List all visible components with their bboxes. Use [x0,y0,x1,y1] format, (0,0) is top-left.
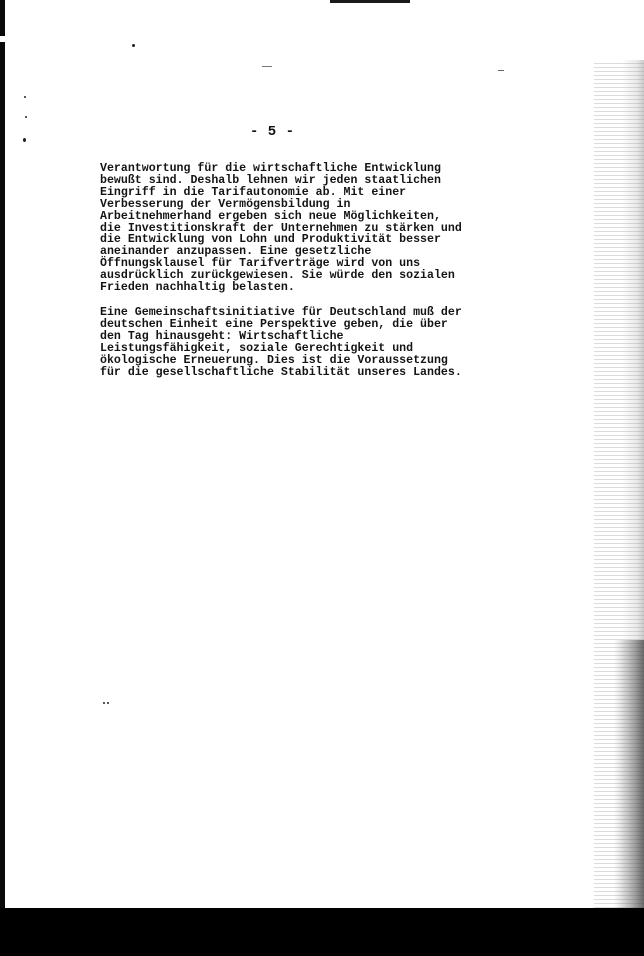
scan-speck [23,138,26,142]
scan-bottom-border [0,908,644,956]
text-line: die Entwicklung von Lohn und Produktivität besser [100,233,441,247]
text-line: Arbeitnehmerhand ergeben sich neue Möglichkeiten, [100,209,441,223]
text-line: Öffnungsklausel für Tarifverträge wird von uns [100,257,421,271]
text-line: ausdrücklich zurückgewiesen. Sie würde den sozialen [100,269,455,283]
body-paragraph-2 [100,307,462,378]
scan-speck [25,116,27,118]
text-line: den Tag hinausgeht: Wirtschaftliche [100,329,344,343]
text-line: ökologische Erneuerung. Dies ist die Voraussetzung [100,353,448,367]
scan-left-edge [0,0,5,908]
scan-speck [24,96,26,98]
text-line: Frieden nachhaltig belasten. [100,281,295,295]
page-number: - 5 - [250,124,295,140]
text-line: für die gesellschaftliche Stabilität unseres Landes. [100,365,462,379]
scan-speck [262,66,272,67]
text-line: die Investitionskraft der Unternehmen zu stärken und [100,221,462,235]
text-line: Eingriff in die Tarifautonomie ab. Mit einer [100,185,407,199]
scan-speck [107,702,109,704]
text-line: aneinander anzupassen. Eine gesetzliche [100,245,372,259]
text-line: Verantwortung für die wirtschaftliche Entwicklung [100,162,441,175]
scan-edge-gap [0,36,5,42]
scan-speck [103,702,105,704]
text-line: Leistungsfähigkeit, soziale Gerechtigkeit und [100,341,414,355]
text-line: Verbesserung der Vermögensbildung in [100,197,351,211]
text-line: Eine Gemeinschaftsinitiative für Deutschland muß der [100,306,462,319]
scan-top-mark [330,0,410,3]
scan-speck [132,44,135,47]
scan-right-edge-shadow [614,640,644,908]
text-line: bewußt sind. Deshalb lehnen wir jeden staatlichen [100,173,441,187]
scan-speck [498,70,504,71]
text-line: deutschen Einheit eine Perspektive geben, die über [100,317,448,331]
body-paragraph-1 [100,163,462,294]
